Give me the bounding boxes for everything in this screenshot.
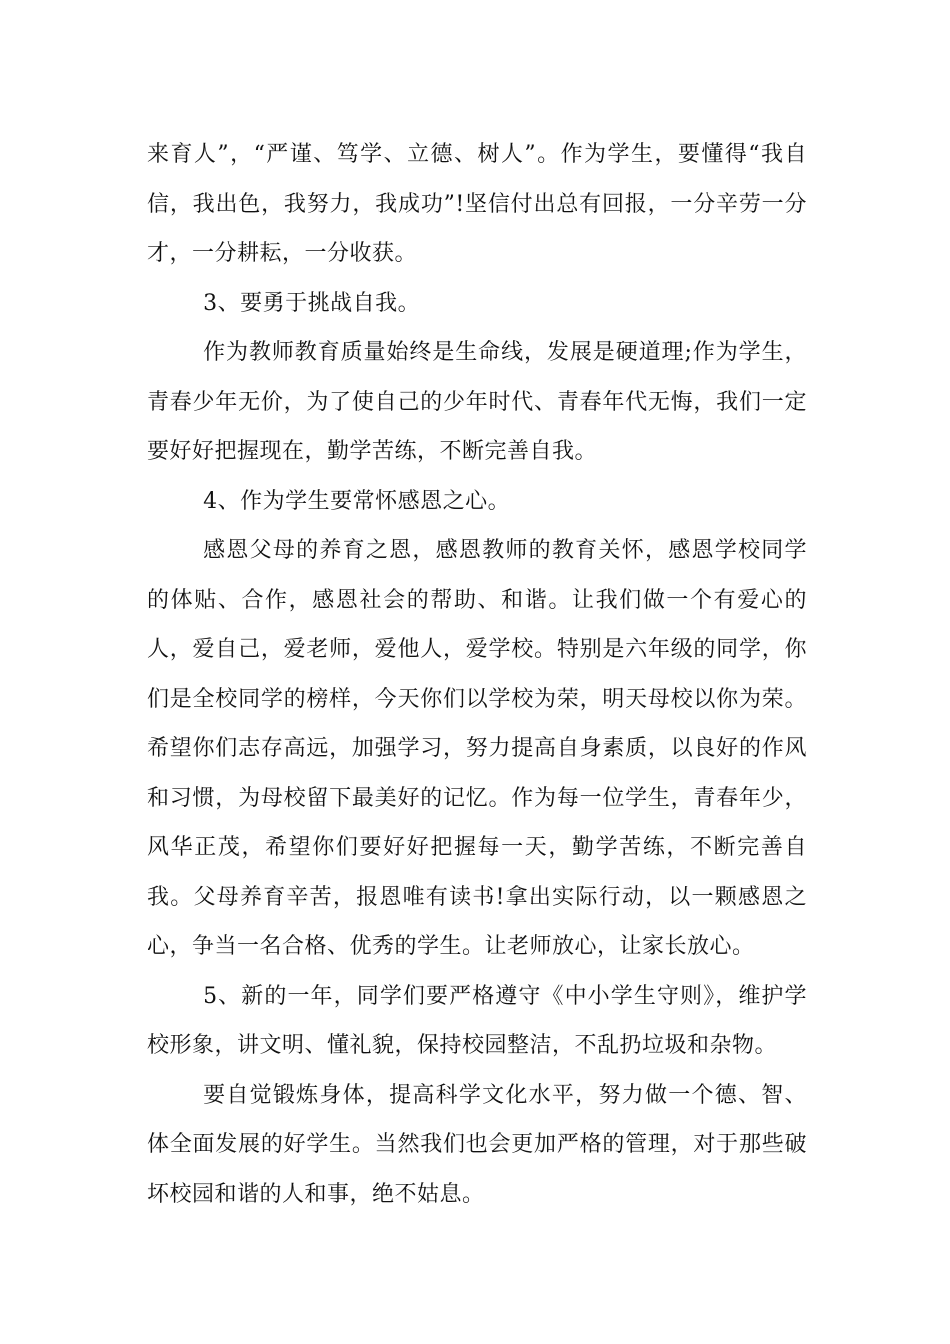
paragraph: 感恩父母的养育之恩，感恩教师的教育关怀，感恩学校同学的体贴、合作，感恩社会的帮助、和谐。让我们做一个有爱心的人，爱自己，爱老师，爱他人，爱学校。特别是六年级的同学，你们是全校同学的榜样，今天你们以学校为荣，明天母校以你为荣。希望你们志存高远，加强学习，努力提高自身素质，以良好的作风和习惯，为母校留下最美好的记忆。作为每一位学生，青春年少，风华正茂，希望你们要好好把握每一天，勤学苦练，不断完善自我。父母养育辛苦，报恩唯有读书!拿出实际行动，以一颗感恩之心，争当一名合格、优秀的学生。让老师放心，让家长放心。 — [147, 538, 807, 959]
paragraph-continuation: 来育人”，“严谨、笃学、立德、树人”。作为学生，要懂得“我自信，我出色，我努力，我成功”!坚信付出总有回报，一分辛劳一分才，一分耕耘，一分收获。 — [147, 142, 807, 266]
paragraph: 要自觉锻炼身体，提高科学文化水平，努力做一个德、智、体全面发展的好学生。当然我们也会更加严格的管理，对于那些破坏校园和谐的人和事，绝不姑息。 — [147, 1082, 807, 1207]
heading-item-3: 3、要勇于挑战自我。 — [203, 290, 421, 316]
heading-item-5: 5、新的一年，同学们要严格遵守《中小学生守则》，维护学校形象，讲文明、懂礼貌，保持校园整洁，不乱扔垃圾和杂物。 — [147, 983, 807, 1058]
heading-item-4: 4、作为学生要常怀感恩之心。 — [203, 488, 511, 514]
document-body — [147, 130, 807, 1219]
paragraph: 作为教师教育质量始终是生命线，发展是硬道理;作为学生，青春少年无价，为了使自己的少年时代、青春年代无悔，我们一定要好好把握现在，勤学苦练，不断完善自我。 — [147, 340, 807, 464]
